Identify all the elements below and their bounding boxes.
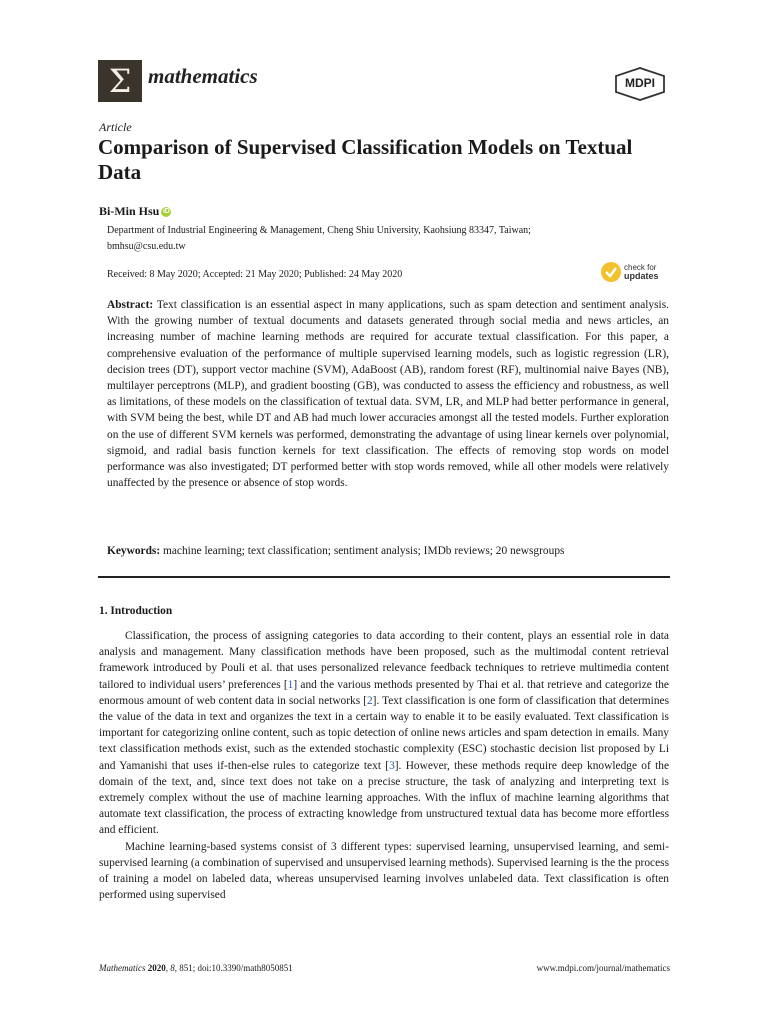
check-for-updates-button[interactable] [601, 259, 673, 285]
abstract [107, 297, 669, 491]
divider [98, 576, 670, 578]
mdpi-logo[interactable] [614, 67, 666, 101]
author [99, 204, 171, 219]
page-title: Comparison of Supervised Classification Models on Textual Data [98, 135, 633, 184]
affiliation [107, 223, 667, 255]
paragraph: Machine learning-based systems consist of 3 different types: supervised learning, unsupervised learning, and semi-supervised learning (a combination of supervised and unsupervised learning methods). Supervised learning is the the process of training a model on labeled data, whereas unsupervised learning involves unlabeled data. Text classification is often performed using supervised [99, 840, 669, 902]
check-updates-icon [601, 262, 621, 282]
author-name[interactable]: Bi-Min Hsu [99, 204, 160, 218]
journal-name[interactable]: mathematics [148, 64, 258, 88]
keywords-text: machine learning; text classification; sentiment analysis; IMDb reviews; 20 newsgroups [163, 545, 565, 557]
citation-link[interactable]: 3 [389, 759, 395, 772]
footer-url[interactable]: www.mdpi.com/journal/mathematics [536, 963, 670, 973]
publication-dates: Received: 8 May 2020; Accepted: 21 May 2020; Published: 24 May 2020 [107, 269, 403, 280]
body-text [99, 628, 669, 903]
citation-link[interactable]: 2 [366, 694, 373, 707]
mdpi-logo-text: MDPI [625, 76, 655, 90]
abstract-label: Abstract: [107, 299, 154, 311]
check-updates-label: check for updates [624, 263, 659, 281]
journal-logo [98, 60, 142, 102]
author-email[interactable]: bmhsu@csu.edu.tw [107, 241, 186, 252]
abstract-text: Text classification is an essential aspect in many applications, such as spam detection and sentiment analysis. With the growing number of textual documents and datasets generated through social media and news articles, an increasing number of machine learning methods are required for accurate textual classification. For this paper, a comprehensive evaluation of the performance of multiple supervised learning models, such as logistic regression (LR), decision trees (DT), support vector machine (SVM), AdaBoost (AB), random forest (RF), multinomial naive Bayes (NB), multilayer perceptrons (MLP), and gradient boosting (GB), was conducted to assess the efficiency and robustness, as well as limitations, of these models on the classification of textual data. SVM, LR, and MLP had better performance in general, with SVM being the best, while DT and AB had much lower accuracies amongst all the tested models. Further exploration on the use of different SVM kernels was performed, demonstrating the advantage of using linear kernels over polynomial, sigmoid, and radial basis function kernels for text classification. The effects of removing stop words on model performance was also investigated; DT performed better with stop words removed, while all other models were relatively unaffected by the presence or absence of stop words. [107, 299, 669, 490]
orcid-icon[interactable]: iD [162, 207, 170, 215]
footer-citation: Mathematics 2020, 8, 851; doi:10.3390/math8050851 [99, 963, 293, 973]
affiliation-line: Department of Industrial Engineering & Management, Cheng Shiu University, Kaohsiung 83347, Taiwan; [107, 225, 531, 236]
citation-link[interactable]: 1 [287, 678, 294, 691]
keywords [107, 543, 669, 559]
sigma-icon: Σ [108, 62, 132, 100]
section-heading: 1. Introduction [99, 605, 173, 617]
paragraph: Classification, the process of assigning categories to data according to their content, plays an essential role in data analysis and management. Many classification methods have been proposed, such as the multimodal content retrieval framework introduced by Pouli et al. that uses personalized relevance feedback techniques to retrieve multimedia content tailored to individual users’ preferences [1] and the various methods presented by Thai et al. that retrieve and categorize the enormous amount of web content data in social networks [2]. Text classification is one form of classification that determines the value of the data in text and organizes the text in a certain way to enable it to be easily evaluated. Text classification is important for categorizing online content, such as topic detection of online news articles and spam detection in emails. Many text classification methods exist, such as the extended stochastic complexity (ESC) stochastic decision list proposed by Li and Yamanishi that uses if-then-else rules to categorize text [3]. However, these methods require deep knowledge of the domain of the text, and, since text does not take on a precise structure, the task of analyzing and interpreting text is extremely complex without the use of machine learning approaches. With the influx of machine learning algorithms that automate text classification, the process of extracting knowledge from unstructured textual data has become more effortless and efficient. [99, 630, 669, 837]
article-type: Article [99, 120, 132, 134]
keywords-label: Keywords: [107, 545, 161, 557]
